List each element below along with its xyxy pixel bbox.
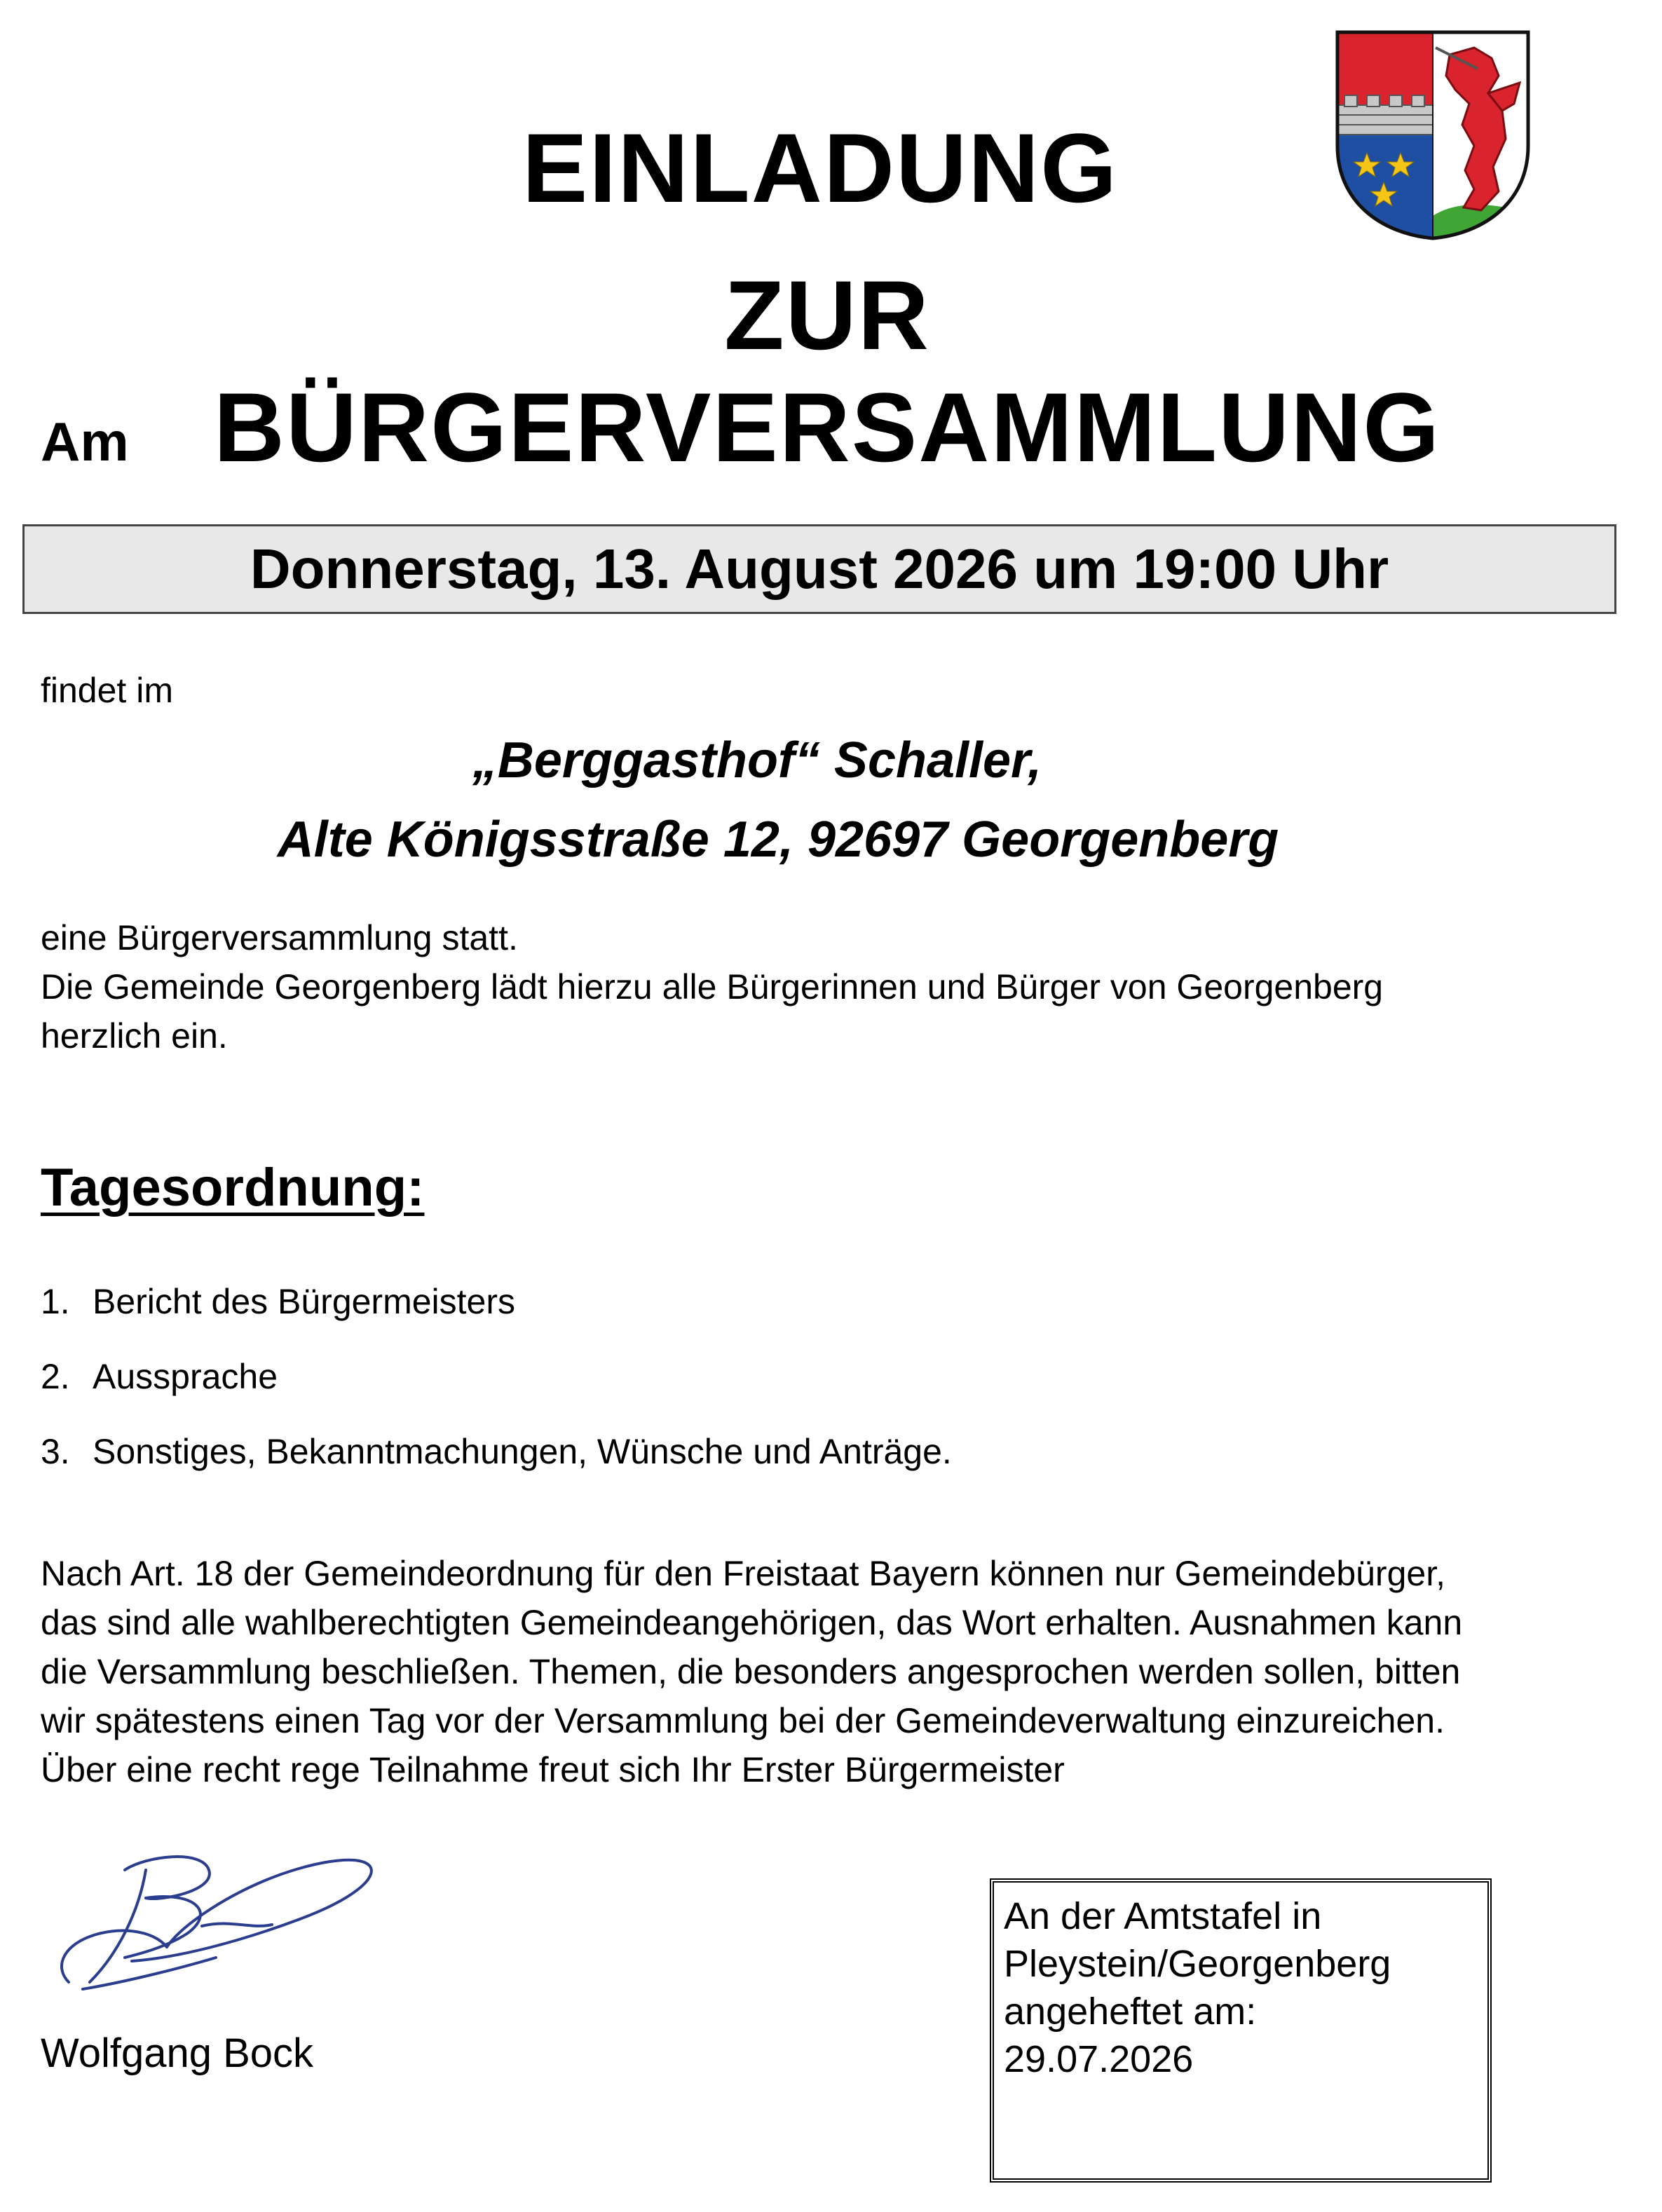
legal-line-4: wir spätestens einen Tag vor der Versammlung bei der Gemeindeverwaltung einzureichen. <box>41 1701 1445 1740</box>
notice-line-1: An der Amtstafel in <box>1004 1895 1322 1937</box>
agenda-item-text: Bericht des Bürgermeisters <box>93 1282 516 1321</box>
legal-line-2: das sind alle wahlberechtigten Gemeindeangehörigen, das Wort erhalten. Ausnahmen kann <box>41 1603 1463 1642</box>
notice-line-3: angeheftet am: <box>1004 1991 1257 2033</box>
legal-line-1: Nach Art. 18 der Gemeindeordnung für den Freistaat Bayern können nur Gemeindebürger, <box>41 1554 1445 1593</box>
title-line-1: EINLADUNG <box>522 113 1119 223</box>
agenda-item <box>41 1427 952 1502</box>
agenda-item-number: 2. <box>41 1357 70 1396</box>
signer-name: Wolfgang Bock <box>41 2030 314 2076</box>
agenda-item <box>41 1352 952 1427</box>
intro-word: Am <box>41 411 129 472</box>
agenda-item-text: Aussprache <box>93 1357 278 1396</box>
agenda-item <box>41 1277 952 1352</box>
agenda-item-text: Sonstiges, Bekanntmachungen, Wünsche und Anträge. <box>93 1432 952 1471</box>
findet-im-text: findet im <box>41 671 173 710</box>
legal-paragraph <box>41 1549 1583 1794</box>
intro-line-1: eine Bürgerversammlung statt. <box>41 918 518 957</box>
intro-line-2: Die Gemeinde Georgenberg lädt hierzu alle Bürgerinnen und Bürger von Georgenberg herzlich ein. <box>41 967 1384 1056</box>
agenda-item-number: 1. <box>41 1282 70 1321</box>
agenda-item-number: 3. <box>41 1432 70 1471</box>
intro-paragraph <box>41 913 1513 1060</box>
signature-image <box>41 1842 391 2010</box>
venue-address: Alte Königsstraße 12, 92697 Georgenberg <box>277 812 1279 868</box>
agenda-heading: Tagesordnung: <box>41 1158 425 1217</box>
agenda-list <box>41 1277 952 1502</box>
notice-date: 29.07.2026 <box>1004 2038 1194 2080</box>
posting-notice-box <box>990 1878 1492 2183</box>
date-box: Donnerstag, 13. August 2026 um 19:00 Uhr <box>22 524 1616 614</box>
title-line-2: ZUR BÜRGERVERSAMMLUNG <box>213 260 1441 482</box>
legal-line-3: die Versammlung beschließen. Themen, die besonders angesprochen werden sollen, bitten <box>41 1652 1461 1691</box>
legal-line-5: Über eine recht rege Teilnahme freut sich Ihr Erster Bürgermeister <box>41 1750 1065 1789</box>
venue-name: „Berggasthof“ Schaller, <box>472 732 1042 788</box>
notice-line-2: Pleystein/Georgenberg <box>1004 1943 1391 1985</box>
